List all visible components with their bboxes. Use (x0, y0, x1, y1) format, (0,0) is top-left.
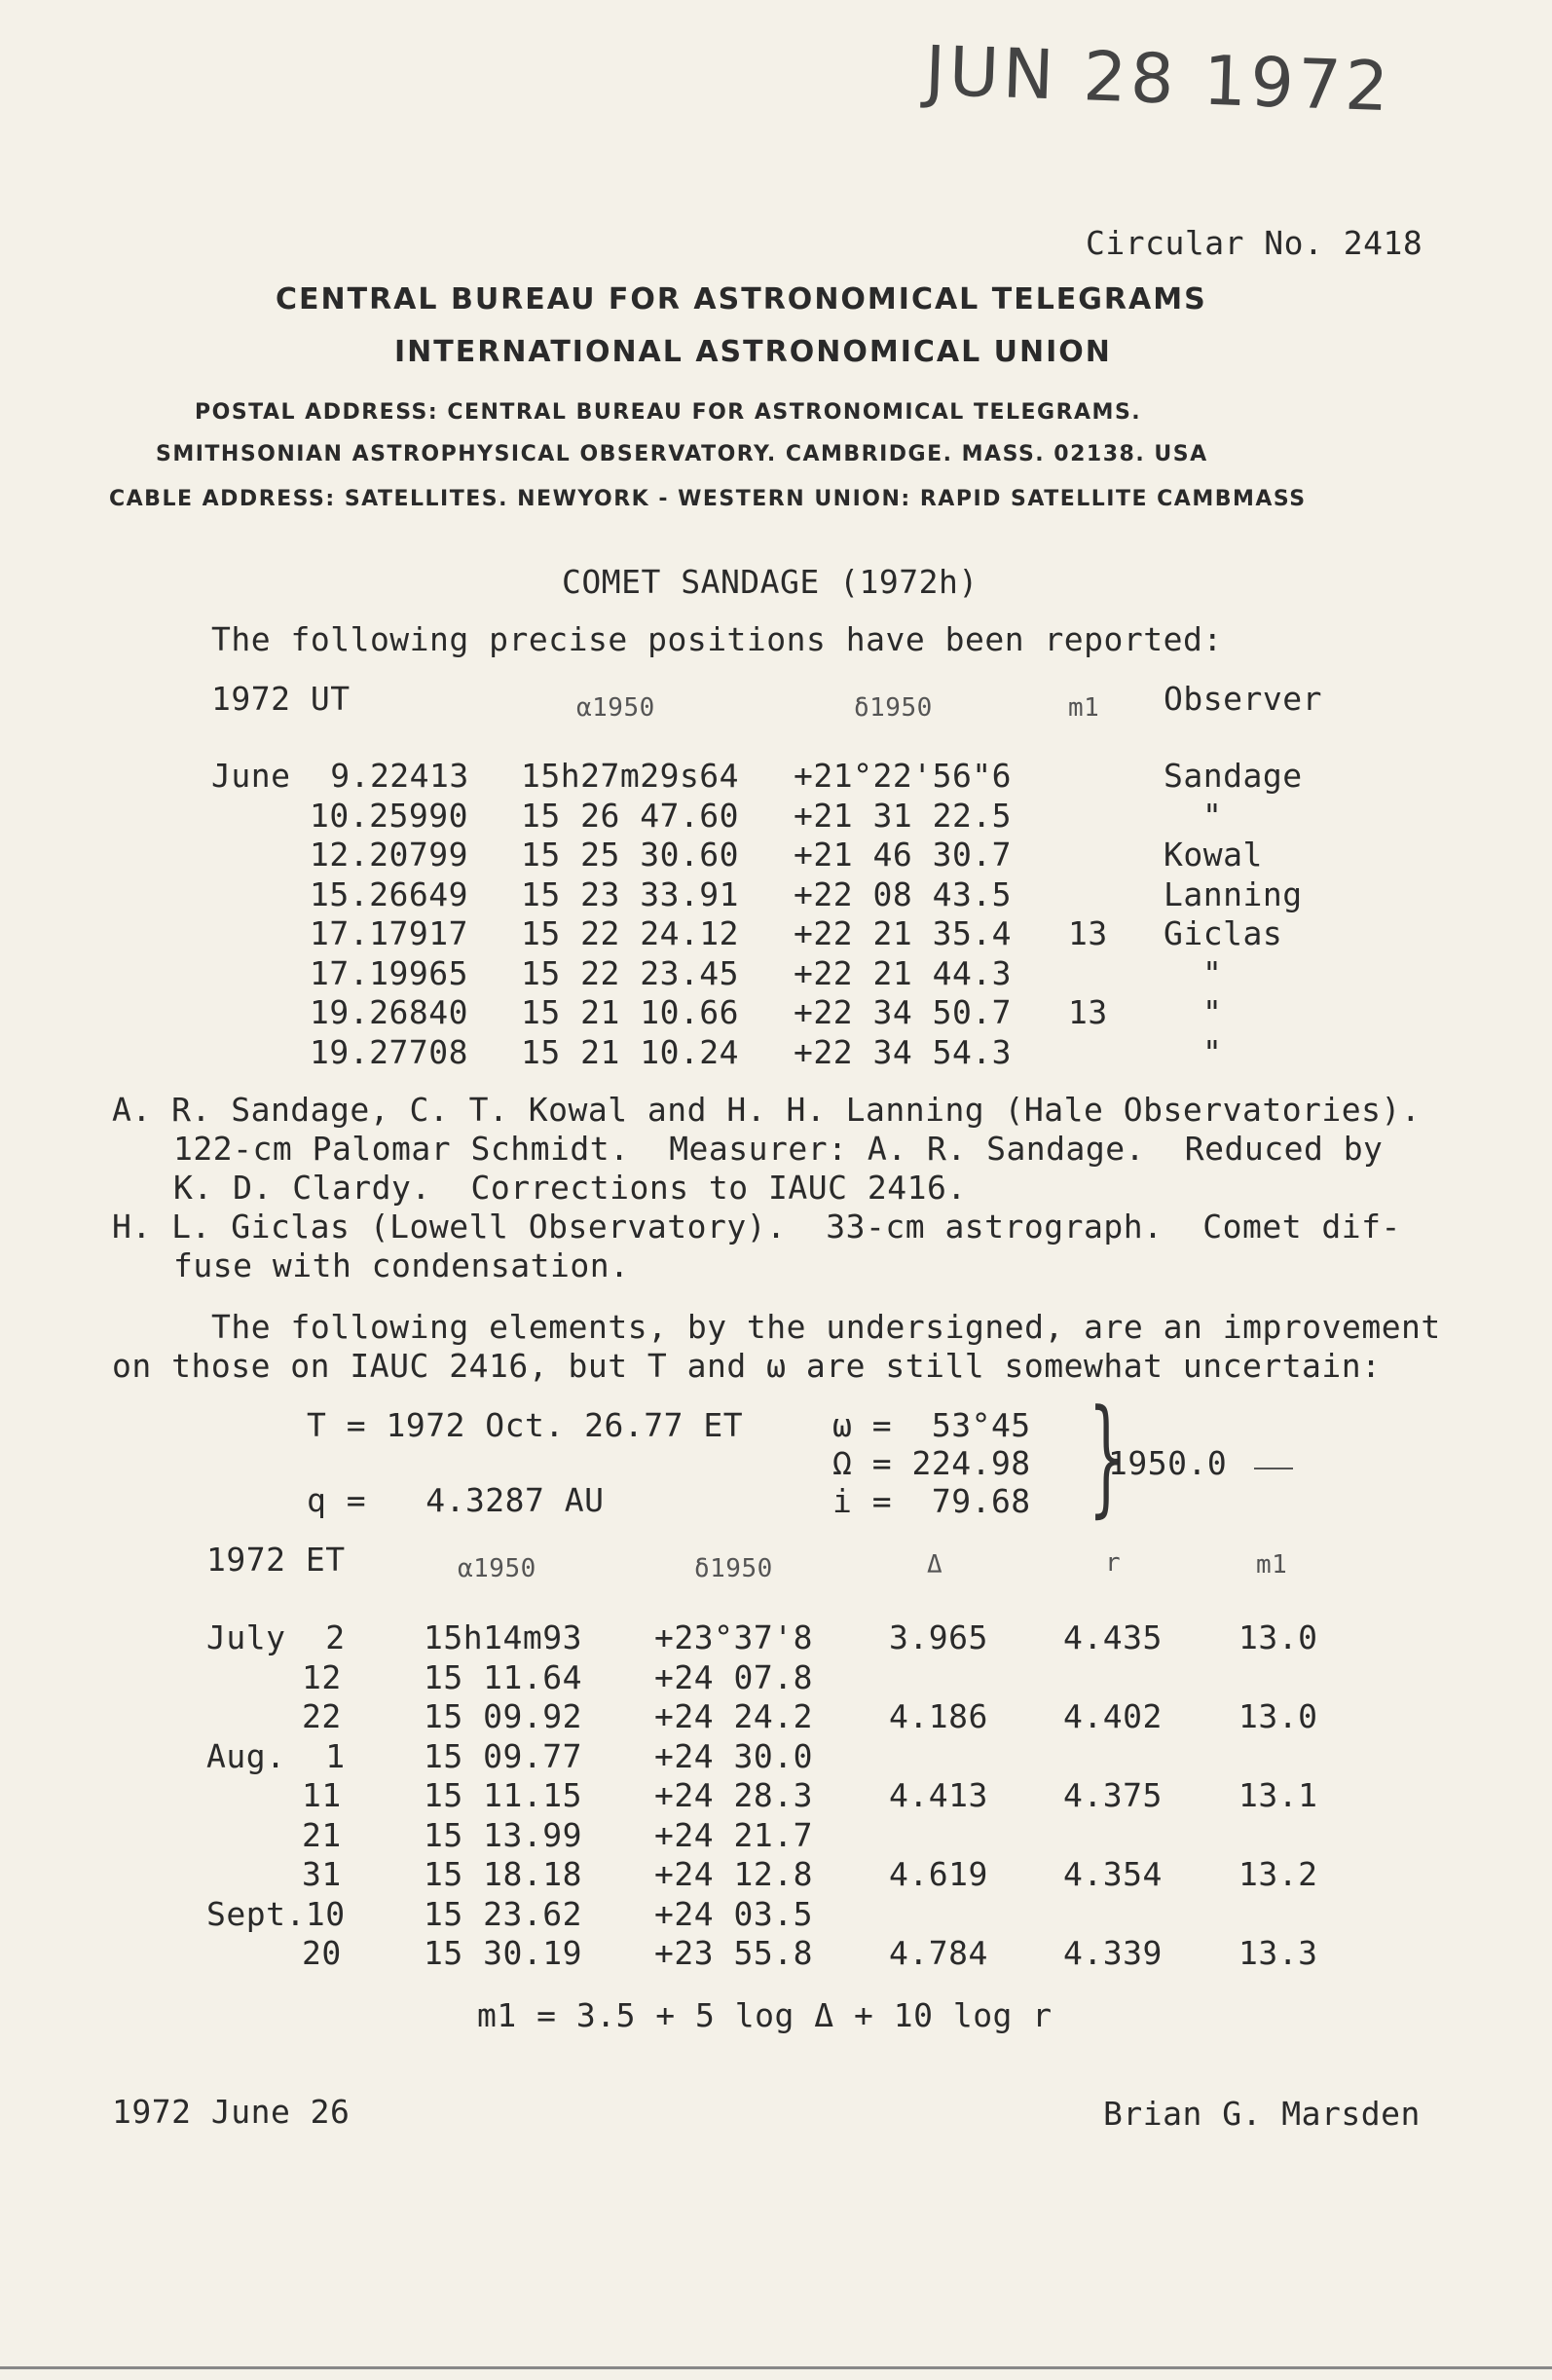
ephemeris-col-mag: m1 (1256, 1550, 1288, 1580)
position-mag: 13 (1068, 914, 1108, 952)
element-equinox: 1950.0 (1108, 1444, 1228, 1482)
circular-number: Circular No. 2418 (1086, 224, 1423, 262)
positions-intro: The following precise positions have been reported: (211, 620, 1223, 658)
date-stamp: JUN 28 1972 (923, 30, 1394, 128)
position-date: 10.25990 (310, 796, 468, 835)
ephemeris-mag: 13.0 (1238, 1618, 1318, 1656)
note-line-1: A. R. Sandage, C. T. Kowal and H. H. Lanning (Hale Observatories). (112, 1091, 1422, 1129)
ephemeris-col-date: 1972 ET (206, 1541, 346, 1579)
position-dec: +21 31 22.5 (794, 796, 1013, 835)
position-date: 19.26840 (310, 993, 468, 1031)
ephemeris-date: 12 (302, 1657, 342, 1696)
ephemeris-col-dec: δ1950 (694, 1554, 773, 1583)
note-line-5: fuse with condensation. (173, 1246, 630, 1284)
ephemeris-ra: 15h14m93 (424, 1618, 582, 1656)
position-observer: Lanning (1164, 874, 1303, 913)
ephemeris-ra: 15 23.62 (424, 1894, 582, 1933)
position-ra: 15 22 23.45 (521, 953, 740, 992)
positions-col-observer: Observer (1164, 680, 1322, 718)
ephemeris-ra: 15 30.19 (424, 1934, 582, 1972)
ephemeris-delta: 3.965 (889, 1618, 988, 1656)
bureau-title: CENTRAL BUREAU FOR ASTRONOMICAL TELEGRAMS (276, 282, 1207, 316)
postal-address-2: SMITHSONIAN ASTROPHYSICAL OBSERVATORY. CAMBRIDGE. MASS. 02138. USA (156, 442, 1208, 466)
note-line-3: K. D. Clardy. Corrections to IAUC 2416. (173, 1169, 967, 1207)
position-observer: " (1202, 993, 1223, 1031)
element-perihelion-distance: q = 4.3287 AU (307, 1481, 605, 1519)
element-inclination: i = 79.68 (832, 1482, 1031, 1520)
ephemeris-date: 22 (302, 1697, 342, 1735)
ephemeris-delta: 4.413 (889, 1776, 988, 1814)
ephemeris-ra: 15 09.92 (424, 1697, 582, 1735)
position-ra: 15 26 47.60 (521, 796, 740, 835)
ephemeris-date: 20 (302, 1934, 342, 1972)
position-date: 19.27708 (310, 1032, 468, 1071)
ephemeris-mag: 13.0 (1238, 1697, 1318, 1735)
position-observer: Sandage (1164, 757, 1303, 795)
ephemeris-dec: +23°37'8 (654, 1618, 813, 1656)
ephemeris-date: July 2 (206, 1618, 346, 1656)
ephemeris-mag: 13.3 (1238, 1934, 1318, 1972)
position-date: 17.17917 (310, 914, 468, 952)
note-line-4: H. L. Giclas (Lowell Observatory). 33-cm astrograph. Comet dif- (112, 1208, 1401, 1246)
brace-symbol: } (1088, 1382, 1125, 1530)
positions-col-dec: δ1950 (854, 693, 933, 723)
ephemeris-ra: 15 09.77 (424, 1736, 582, 1775)
element-omega: ω = 53°45 (832, 1406, 1031, 1444)
note-line-2: 122-cm Palomar Schmidt. Measurer: A. R. Sandage. Reduced by (173, 1130, 1384, 1168)
ephemeris-dec: +24 24.2 (654, 1697, 813, 1735)
ephemeris-date: 31 (302, 1855, 342, 1893)
positions-col-mag: m1 (1068, 693, 1100, 723)
ephemeris-dec: +24 03.5 (654, 1894, 813, 1933)
postal-address-1: POSTAL ADDRESS: CENTRAL BUREAU FOR ASTRONOMICAL TELEGRAMS. (195, 400, 1142, 425)
author-signature: Brian G. Marsden (1103, 2095, 1421, 2133)
ephemeris-r: 4.354 (1063, 1855, 1163, 1893)
position-ra: 15h27m29s64 (521, 757, 740, 795)
ephemeris-ra: 15 13.99 (424, 1815, 582, 1854)
position-observer: " (1202, 796, 1223, 835)
position-date: 12.20799 (310, 836, 468, 874)
equinox-dash (1254, 1468, 1293, 1469)
ephemeris-r: 4.435 (1063, 1618, 1163, 1656)
cable-address: CABLE ADDRESS: SATELLITES. NEWYORK - WESTERN UNION: RAPID SATELLITE CAMBMASS (109, 487, 1307, 511)
ephemeris-ra: 15 11.15 (424, 1776, 582, 1814)
position-dec: +21°22'56"6 (794, 757, 1013, 795)
position-date: 15.26649 (310, 874, 468, 913)
position-dec: +22 21 44.3 (794, 953, 1013, 992)
ephemeris-delta: 4.784 (889, 1934, 988, 1972)
ephemeris-r: 4.339 (1063, 1934, 1163, 1972)
ephemeris-dec: +24 30.0 (654, 1736, 813, 1775)
element-node: Ω = 224.98 (832, 1444, 1031, 1482)
ephemeris-col-r: r (1105, 1548, 1122, 1578)
position-ra: 15 25 30.60 (521, 836, 740, 874)
comet-title: COMET SANDAGE (1972h) (562, 563, 979, 601)
position-ra: 15 21 10.66 (521, 993, 740, 1031)
issue-date: 1972 June 26 (112, 2093, 351, 2131)
ephemeris-dec: +24 28.3 (654, 1776, 813, 1814)
position-ra: 15 21 10.24 (521, 1032, 740, 1071)
ephemeris-mag: 13.1 (1238, 1776, 1318, 1814)
page-bottom-edge (0, 2366, 1552, 2369)
ephemeris-ra: 15 11.64 (424, 1657, 582, 1696)
union-title: INTERNATIONAL ASTRONOMICAL UNION (394, 335, 1112, 369)
position-dec: +21 46 30.7 (794, 836, 1013, 874)
ephemeris-col-delta: Δ (927, 1550, 943, 1580)
magnitude-formula: m1 = 3.5 + 5 log Δ + 10 log r (477, 1996, 1053, 2034)
ephemeris-date: 11 (302, 1776, 342, 1814)
position-dec: +22 21 35.4 (794, 914, 1013, 952)
position-dec: +22 08 43.5 (794, 874, 1013, 913)
ephemeris-delta: 4.619 (889, 1855, 988, 1893)
positions-col-date: 1972 UT (211, 680, 351, 718)
elements-intro-2: on those on IAUC 2416, but T and ω are still somewhat uncertain: (112, 1347, 1382, 1385)
elements-intro-1: The following elements, by the undersigned, are an improvement (211, 1308, 1441, 1346)
ephemeris-dec: +23 55.8 (654, 1934, 813, 1972)
ephemeris-dec: +24 21.7 (654, 1815, 813, 1854)
position-dec: +22 34 50.7 (794, 993, 1013, 1031)
position-ra: 15 23 33.91 (521, 874, 740, 913)
position-ra: 15 22 24.12 (521, 914, 740, 952)
position-dec: +22 34 54.3 (794, 1032, 1013, 1071)
positions-col-ra: α1950 (576, 693, 655, 723)
ephemeris-delta: 4.186 (889, 1697, 988, 1735)
ephemeris-date: 21 (302, 1815, 342, 1854)
ephemeris-col-ra: α1950 (458, 1554, 536, 1583)
ephemeris-date: Aug. 1 (206, 1736, 346, 1775)
ephemeris-r: 4.402 (1063, 1697, 1163, 1735)
position-observer: " (1202, 1032, 1223, 1071)
position-mag: 13 (1068, 993, 1108, 1031)
ephemeris-dec: +24 07.8 (654, 1657, 813, 1696)
ephemeris-r: 4.375 (1063, 1776, 1163, 1814)
element-perihelion-time: T = 1972 Oct. 26.77 ET (307, 1406, 744, 1444)
position-observer: Kowal (1164, 836, 1263, 874)
position-observer: " (1202, 953, 1223, 992)
position-observer: Giclas (1164, 914, 1283, 952)
position-date: 17.19965 (310, 953, 468, 992)
ephemeris-ra: 15 18.18 (424, 1855, 582, 1893)
ephemeris-dec: +24 12.8 (654, 1855, 813, 1893)
position-date: June 9.22413 (211, 757, 469, 795)
ephemeris-date: Sept.10 (206, 1894, 346, 1933)
ephemeris-mag: 13.2 (1238, 1855, 1318, 1893)
